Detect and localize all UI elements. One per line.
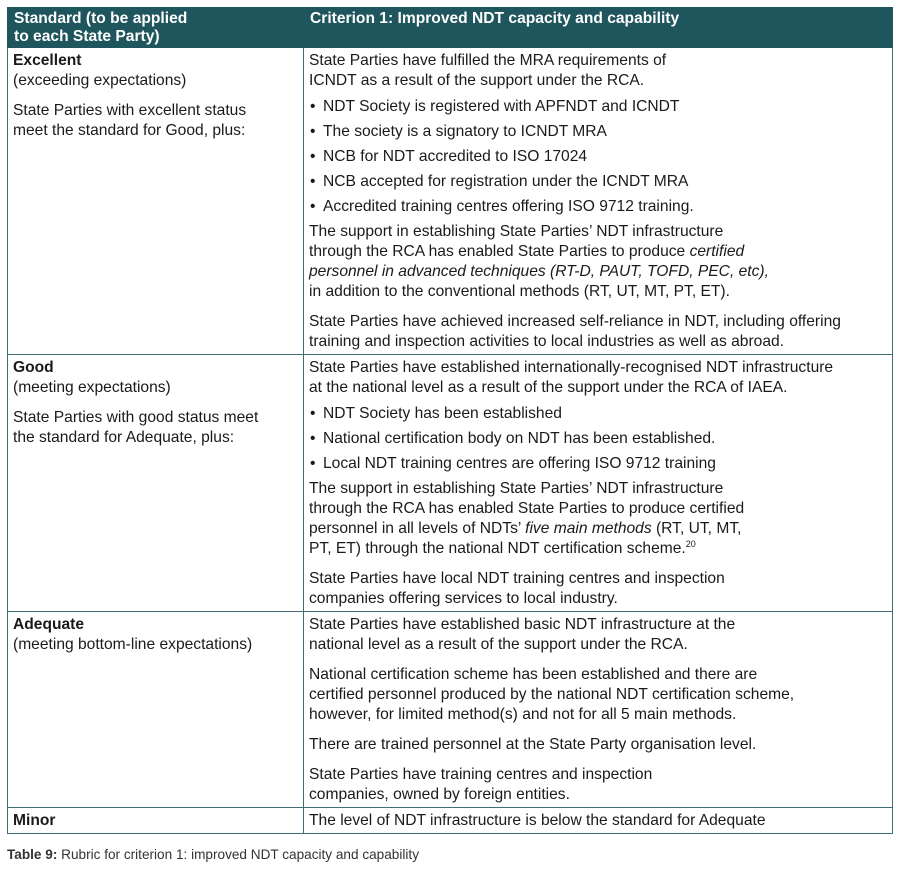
paragraph (309, 358, 888, 398)
level-name: Good (13, 359, 54, 376)
header-standard-line1: Standard (to be applied (14, 10, 188, 27)
level-name: Minor (13, 812, 56, 829)
list-item: • Local NDT training centres are offering ISO 9712 training (309, 454, 888, 474)
table-header (8, 8, 893, 48)
text-line: National certification scheme has been established and there are (309, 666, 758, 683)
rubric-table (7, 7, 893, 834)
text-line: (RT, UT, MT, (651, 520, 742, 537)
desc-line: State Parties with excellent status (13, 102, 247, 119)
bullet-list (309, 97, 888, 217)
paragraph: There are trained personnel at the State Party organisation level. (309, 736, 757, 753)
header-row (8, 8, 893, 48)
list-item: • NCB accepted for registration under the ICNDT MRA (309, 172, 888, 192)
paragraph (309, 51, 888, 91)
header-standard-line2: to each State Party) (14, 28, 160, 45)
text-line: national level as a result of the support under the RCA. (309, 636, 688, 653)
text-line: State Parties have fulfilled the MRA requirements of (309, 52, 667, 69)
italic-text: five main methods (525, 520, 652, 537)
paragraph (309, 765, 888, 805)
row-adequate (8, 612, 893, 808)
text-line: PT, ET) through the national NDT certification scheme. (309, 540, 686, 557)
row-excellent (8, 48, 893, 355)
text-line: State Parties have local NDT training centres and inspection (309, 570, 725, 587)
list-item: • National certification body on NDT has been established. (309, 429, 888, 449)
level-description (13, 101, 299, 141)
paragraph: The level of NDT infrastructure is below the standard for Adequate (309, 812, 766, 829)
good-standard-cell (8, 355, 304, 612)
row-good (8, 355, 893, 612)
header-standard (8, 8, 304, 48)
text-line: certified personnel produced by the national NDT certification scheme, (309, 686, 795, 703)
list-item: • Accredited training centres offering ISO 9712 training. (309, 197, 888, 217)
level-description (13, 408, 299, 448)
text-line: State Parties have training centres and inspection (309, 766, 653, 783)
bullet-list (309, 404, 888, 474)
desc-line: State Parties with good status meet (13, 409, 259, 426)
list-item: • The society is a signatory to ICNDT MRA (309, 122, 888, 142)
text-line: ICNDT as a result of the support under the RCA. (309, 72, 645, 89)
minor-standard-cell (8, 808, 304, 834)
adequate-criterion-cell (304, 612, 893, 808)
text-line: at the national level as a result of the support under the RCA of IAEA. (309, 379, 788, 396)
italic-text: personnel in advanced techniques (RT-D, PAUT, TOFD, PEC, etc), (309, 263, 769, 280)
header-criterion: Criterion 1: Improved NDT capacity and capability (304, 8, 893, 48)
text-line: however, for limited method(s) and not for all 5 main methods. (309, 706, 737, 723)
paragraph (309, 479, 888, 559)
list-item: • NDT Society is registered with APFNDT and ICNDT (309, 97, 888, 117)
desc-line: meet the standard for Good, plus: (13, 122, 246, 139)
footnote-marker: 20 (685, 539, 696, 549)
excellent-standard-cell (8, 48, 304, 355)
text-line: training and inspection activities to local industries as well as abroad. (309, 333, 785, 350)
caption-label: Table 9: (7, 847, 58, 862)
paragraph (309, 665, 888, 725)
text-line: The support in establishing State Parties’ NDT infrastructure (309, 480, 724, 497)
text-line: The support in establishing State Parties’ NDT infrastructure (309, 223, 724, 240)
good-criterion-cell (304, 355, 893, 612)
paragraph (309, 615, 888, 655)
paragraph (309, 312, 888, 352)
text-line: personnel in all levels of NDTs’ (309, 520, 526, 537)
text-line: companies offering services to local industry. (309, 590, 618, 607)
list-item: • NCB for NDT accredited to ISO 17024 (309, 147, 888, 167)
text-line: State Parties have established internationally-recognised NDT infrastructure (309, 359, 834, 376)
caption-text: Rubric for criterion 1: improved NDT capacity and capability (57, 847, 420, 862)
table-caption (7, 847, 419, 862)
text-line: through the RCA has enabled State Parties to produce (309, 243, 690, 260)
level-name: Excellent (13, 52, 82, 69)
level-note: (exceeding expectations) (13, 72, 187, 89)
text-line: companies, owned by foreign entities. (309, 786, 570, 803)
paragraph (309, 222, 888, 302)
desc-line: the standard for Adequate, plus: (13, 429, 235, 446)
italic-text: certified (689, 243, 745, 260)
level-note: (meeting bottom-line expectations) (13, 636, 253, 653)
text-line: State Parties have achieved increased self-reliance in NDT, including offering (309, 313, 841, 330)
text-line: in addition to the conventional methods (RT, UT, MT, PT, ET). (309, 283, 730, 300)
list-item: • NDT Society has been established (309, 404, 888, 424)
text-line: State Parties have established basic NDT infrastructure at the (309, 616, 736, 633)
minor-criterion-cell (304, 808, 893, 834)
row-minor (8, 808, 893, 834)
paragraph (309, 569, 888, 609)
adequate-standard-cell (8, 612, 304, 808)
level-note: (meeting expectations) (13, 379, 171, 396)
text-line: through the RCA has enabled State Parties to produce certified (309, 500, 745, 517)
excellent-criterion-cell (304, 48, 893, 355)
level-name: Adequate (13, 616, 85, 633)
